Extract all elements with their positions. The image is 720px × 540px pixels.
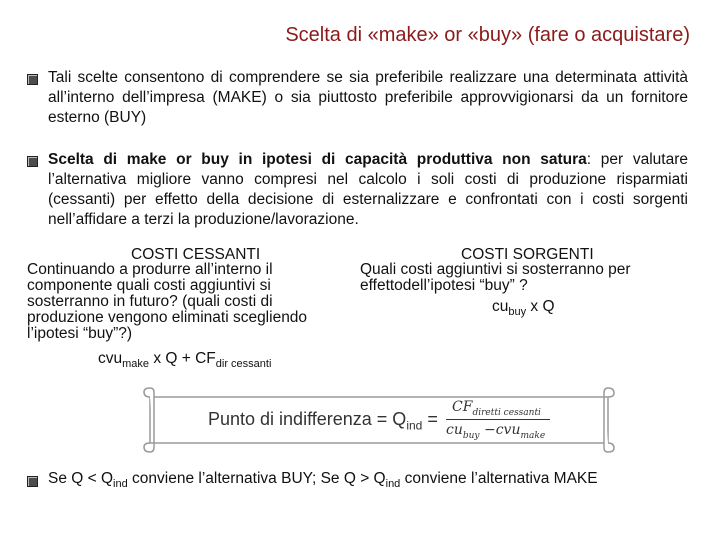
- costi-sorgenti-heading: COSTI SORGENTI: [461, 246, 594, 263]
- denominator-cvu: −cvu: [479, 422, 521, 438]
- fraction-bar: [446, 419, 550, 420]
- conclusion-line: [48, 470, 598, 490]
- conclusion-part3: conviene l’alternativa MAKE: [400, 470, 598, 487]
- conclusion-part1: Se Q < Q: [48, 470, 114, 487]
- costi-sorgenti-formula: [492, 298, 555, 318]
- costi-cessanti-text: Continuando a produrre all’interno il componente quali costi aggiuntivi si sosterranno in futuro? (quali costi di produzione vengono eliminati scegliendo l’ipotesi “buy”?): [27, 261, 308, 342]
- costi-cessanti-heading: COSTI CESSANTI: [131, 246, 261, 263]
- conclusion-sub1: ind: [113, 478, 128, 491]
- fraction-denominator: [446, 422, 545, 441]
- bullet-2-bold: Scelta di make or buy in ipotesi di capacità produttiva non satura: [48, 151, 587, 168]
- indifference-label: [208, 409, 438, 433]
- denominator-sub-buy: buy: [462, 430, 480, 441]
- square-bullet-icon: [27, 74, 38, 85]
- indifference-equals: =: [422, 409, 438, 429]
- costi-sorgenti-text: Quali costi aggiuntivi si sosterranno per effettodell’ipotesi “buy” ?: [360, 261, 631, 294]
- square-bullet-icon: [27, 156, 38, 167]
- formula-cu: cu: [492, 298, 509, 315]
- formula-cvu: cvu: [98, 350, 123, 367]
- numerator-cf: CF: [452, 399, 473, 415]
- indifference-label-sub: ind: [406, 418, 423, 433]
- formula-mid: x Q + CF: [149, 350, 216, 367]
- numerator-sub: diretti cessanti: [472, 407, 541, 418]
- indifference-label-text: Punto di indifferenza = Q: [208, 409, 407, 429]
- formula-sub-buy: buy: [508, 306, 527, 319]
- page-title: Scelta di «make» or «buy» (fare o acquistare): [285, 24, 690, 46]
- bullet-paragraph-1: [48, 68, 688, 128]
- bullet-1-text: Tali scelte consentono di comprendere se sia preferibile realizzare una determinata attività all’interno dell’impresa (MAKE) o sia piuttosto preferibile approvvigionarsi da un fornitore esterno (BUY): [48, 69, 688, 126]
- indifference-scroll-banner: [140, 385, 620, 455]
- bullet-2-text: : per valutare l’alternativa migliore vanno compresi nel calcolo i soli costi di produzione risparmiati (cessanti) per effetto della decisione di esternalizzare e confrontati con i costi sorgenti nell’affidare a terzi la produzione/lavorazione.: [48, 151, 688, 228]
- formula-sub-dir-cessanti: dir cessanti: [215, 358, 272, 371]
- fraction-numerator: [452, 399, 541, 418]
- denominator-sub-make: make: [520, 430, 546, 441]
- denominator-cu: cu: [446, 422, 463, 438]
- conclusion-sub2: ind: [385, 478, 401, 491]
- formula-sub-make: make: [122, 358, 150, 371]
- square-bullet-icon: [27, 476, 38, 487]
- formula-end: x Q: [526, 298, 555, 315]
- conclusion-part2: conviene l’alternativa BUY; Se Q > Q: [127, 470, 386, 487]
- costi-cessanti-formula: [98, 350, 271, 370]
- bullet-paragraph-2: [48, 150, 688, 230]
